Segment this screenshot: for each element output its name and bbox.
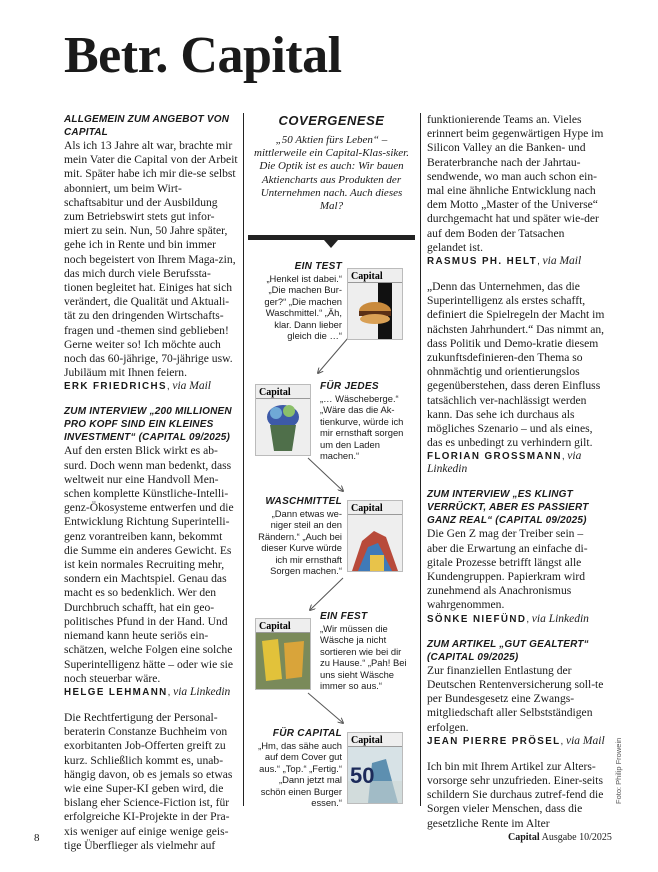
letter-heading: ZUM INTERVIEW „200 MILLIONEN PRO KOPF SIND EIN KLEINES INVESTMENT“ (CAPITAL 09/2025): [64, 406, 232, 444]
author-name: FLORIAN GROSSMANN: [427, 451, 562, 463]
covergenese-title: COVERGENESE: [278, 113, 385, 128]
letter-body: Auf den ersten Blick wirkt es ab-surd. Doch wenn man bedenkt, dass weltweit nur eine Handvoll Men-schen komplette Künstliche-Intelli-genz-Ökosysteme entwerfen und die Entwicklung Richtung Superintelli-genz vorantreiben kann, bekommt die Summe ein anderes Gewicht. Es ist kein normales Recruiting mehr, sondern ein Machtspiel. Genau das macht es so bedenklich. Wer den Durchbruch schafft, hat ein geo-politisches Pfund in der Hand. Und niemand kann heute seriös ein-schätzen, welche Folgen eine solche Superintelligenz hätte – oder wie sie noch steuerbar wäre.: [64, 444, 234, 685]
letter: [427, 280, 605, 476]
author-source: via Linkedin: [531, 612, 589, 625]
letter-signature: JEAN PIERRE PRÖSEL, via Mail: [427, 734, 605, 747]
step-title: WASCHMITTEL: [265, 496, 342, 507]
author-source: via Linkedin: [427, 450, 582, 476]
step-text: „Wir müssen die Wäsche ja nicht sortieren wie bei dir zu Hause.“ „Pah! Bei uns sieht Wäsche immer so aus.“: [320, 622, 407, 691]
author-name: RASMUS PH. HELT: [427, 256, 538, 268]
covergenese-step: [252, 728, 342, 809]
cover-number: 50: [350, 763, 375, 788]
cover-draft-1: [348, 269, 402, 339]
covergenese-box: [248, 113, 415, 808]
covergenese-step: [320, 381, 412, 462]
page-title: Betr. Capital: [64, 27, 342, 84]
cover-draft-2: [256, 385, 310, 455]
step-text: „Dann etwas we-niger steil an den Rändern.“ „Auch bei dieser Kurve würde ich mir ernsthaft Sorgen machen.“: [258, 507, 342, 576]
letters-column-right: [427, 113, 605, 843]
covergenese-step: [252, 496, 342, 577]
photo-credit: Foto: Philip Frowein: [614, 737, 623, 804]
author-name: SÖNKE NIEFÜND: [427, 613, 527, 625]
author-name: JEAN PIERRE PRÖSEL: [427, 735, 561, 747]
column-rule: [243, 113, 244, 806]
cover-logo: Capital: [259, 621, 291, 632]
cover-draft-3: [348, 501, 402, 571]
laundry-line-image: [256, 619, 310, 689]
letter-body: Die Gen Z mag der Treiber sein – aber die Erwartung an einfache di-gitale Prozesse betrifft längst alle Kundengruppen. Papierkram wird zunehmend als Anachronismus wahrgenommen.: [427, 527, 588, 612]
cover-logo: Capital: [351, 735, 383, 746]
letter-heading: ZUM ARTIKEL „GUT GEALTERT“ (CAPITAL 09/2025): [427, 638, 589, 663]
laundry-pile-image: [348, 501, 402, 571]
letter-body: Als ich 13 Jahre alt war, brachte mir mein Vater die Capital von der Arbeit mit. Später habe ich mir die-se selbst abonniert, um beim Wirt-schaftsabitur und der Ausbildung zum Betriebswirt stets gut infor-miert zu sein. Nun, 50 Jahre später, gehe ich in Rente und bin immer noch begeistert von Ihrem Maga-zin, das mich durch viele Berufssta-tionen begleitet hat. Einiges hat sich verändert, die Qualität und Aktuali-tät zu den dringenden Wirtschafts-fragen und -themen sind geblieben! Gerne weiter so! Ich möchte auch noch das 60-jährige, 70-jährige usw. Jubiläum mit Ihnen feiern.: [64, 139, 238, 380]
cover-logo: Capital: [259, 387, 291, 398]
letter: [427, 638, 605, 748]
author-source: via Mail: [172, 380, 211, 393]
letter-signature: FLORIAN GROSSMANN, via Linkedin: [427, 450, 582, 476]
letters-column-left: [64, 113, 238, 865]
author-source: via Mail: [542, 255, 582, 268]
letter-body: funktionierende Teams an. Vieles erinnert beim gegenwärtigen Hype im Silicon Valley an die Banken- und Beraterbranche nach der Jahrtau-sendwende, wo man auch schon ein-mal eine ähnliche Entwicklung nach dem Motto „Master of the Universe“ durchgemacht hat und später wie-der auf dem Boden der Tatsachen gelandet ist.: [427, 113, 604, 254]
step-text: „Hm, das sähe auch auf dem Cover gut aus.“ „Top.“ „Fertig.“ „Dann jetzt mal schön einen Burger essen.“: [258, 739, 342, 808]
step-title: FÜR CAPITAL: [272, 728, 342, 739]
author-name: HELGE LEHMANN: [64, 686, 168, 698]
letter-body: Zur finanziellen Entlastung der Deutschen Rentenversicherung soll-te per Bundesgesetz eine Zwangs-mitgliedschaft aller Selbstständigen erfolgen.: [427, 663, 604, 734]
page-number: 8: [34, 832, 40, 844]
step-text: „Henkel ist dabei.“ „Die machen Bur-ger?“ „Die machen Waschmittel.“ „Äh, klar. Dann lieber gleich die …“: [264, 272, 342, 341]
letter-body: Die Rechtfertigung der Personal-beraterin Constanze Buchheim von exorbitanten Job-Offerten greift zu kurz. Schließlich kommt es, unab-hängig davon, ob es jemals so etwas wie eine Super-KI geben wird, die bislang eher Science-Fiction ist, für erfolgreiche KI-Projekte in der Pra-xis weniger auf einige wenige geis-tige Überflieger als vielmehr auf: [64, 710, 233, 852]
letter: [64, 711, 238, 853]
cover-draft-4: [256, 619, 310, 689]
letter-heading: ZUM INTERVIEW „ES KLINGT VERRÜCKT, ABER ES PASSIERT GANZ REAL“ (CAPITAL 09/2025): [427, 489, 589, 527]
column-rule: [420, 113, 421, 806]
letter: [64, 113, 238, 393]
covergenese-intro: „50 Aktien fürs Leben“ – mittlerweile ein Capital-Klas-siker. Die Optik ist es auch: Wir bauen Aktiencharts aus Produkten der Unternehmen nach. Auch dieses Mal?: [254, 134, 409, 213]
step-title: EIN FEST: [320, 611, 368, 622]
step-text: „… Wäscheberge.“ „Wäre das die Ak-tienkurve, würde ich mir ernsthaft sorgen um den Laden machen.“: [320, 392, 404, 461]
burger-image: [348, 269, 402, 339]
covergenese-step: [254, 261, 342, 342]
letter: [427, 488, 605, 625]
author-source: via Mail: [566, 734, 605, 747]
letter-signature: ERK FRIEDRICHS, via Mail: [64, 380, 211, 393]
cover-logo: Capital: [351, 503, 383, 514]
author-name: ERK FRIEDRICHS: [64, 381, 167, 393]
letter-body: Ich bin mit Ihrem Artikel zur Alters-vorsorge sehr unzufrieden. Einer-seits schildern Sie durchaus zutref-fend die Sorgen vieler Menschen, dass die gesetzliche Rente im Alter: [427, 759, 604, 830]
laundry-basket-image: [256, 385, 310, 455]
letter-heading: ALLGEMEIN ZUM ANGEBOT VON CAPITAL: [64, 114, 230, 138]
letter: [427, 760, 605, 831]
letter-signature: HELGE LEHMANN, via Linkedin: [64, 685, 231, 698]
footer-brand: Capital: [508, 832, 540, 843]
cover-logo: Capital: [351, 271, 383, 282]
covergenese-step: [320, 611, 412, 692]
author-source: via Linkedin: [173, 685, 231, 698]
step-title: EIN TEST: [294, 261, 342, 272]
step-title: FÜR JEDES: [320, 381, 379, 392]
letter-signature: RASMUS PH. HELT, via Mail: [427, 255, 582, 268]
letter: [64, 405, 238, 698]
letter: [427, 113, 605, 268]
letter-signature: SÖNKE NIEFÜND, via Linkedin: [427, 612, 589, 625]
footer-issue-text: Ausgabe 10/2025: [541, 832, 612, 843]
cover-final: [348, 733, 402, 803]
letter-body: „Denn das Unternehmen, das die Superintelligenz als erstes schafft, definiert die Spielregeln der Macht im nächsten Jahrhundert.“ Das nimmt an, dass Politik und Demo-kratie diesem zukunftsdefinieren-den Thema so ohnmächtig und orientierungslos gegenüberstehen, dass deren Einfluss tatsächlich ver-nachlässigt werden kann. Das sehe ich durchaus als mögliches Szenario – und als eines, das es unbedingt zu verhindern gilt.: [427, 280, 605, 450]
footer-issue: [508, 832, 612, 843]
